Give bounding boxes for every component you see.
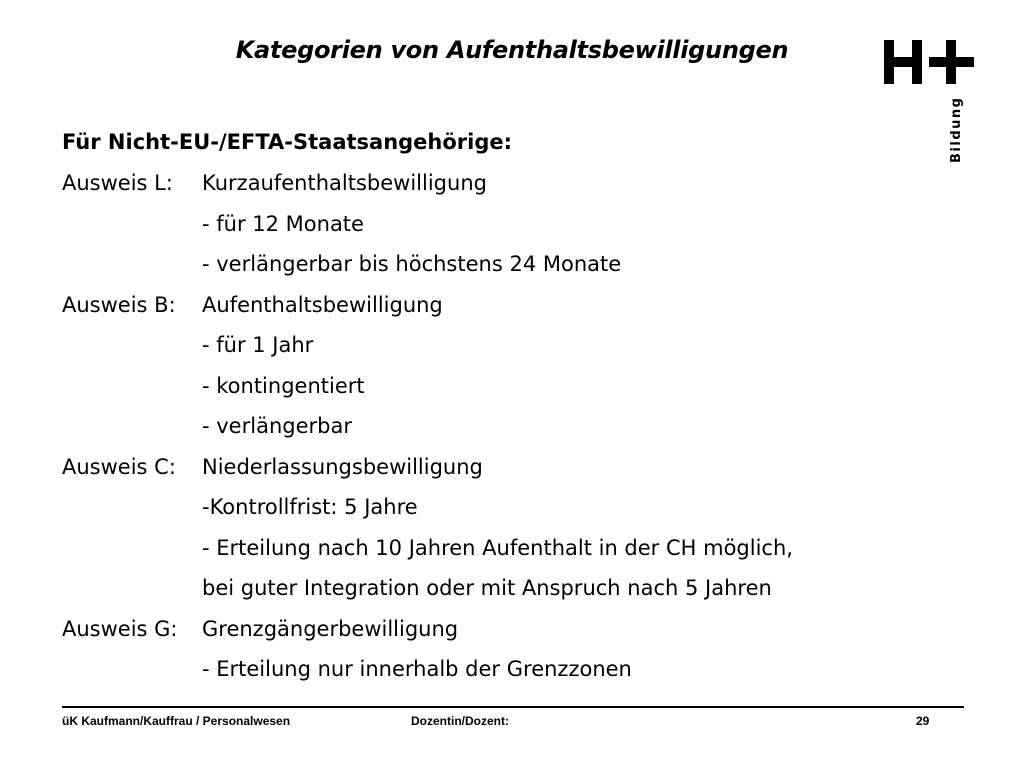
permit-detail-text: - verlängerbar bis höchstens 24 Monate [202, 252, 622, 276]
permit-detail-text: -Kontrollfrist: 5 Jahre [202, 495, 418, 519]
permit-detail-text: - für 1 Jahr [202, 333, 314, 357]
permit-row-l [62, 163, 942, 204]
permit-detail-row [62, 528, 942, 609]
permit-detail-text: - für 12 Monate [202, 211, 364, 236]
permit-label: Ausweis G: [62, 616, 178, 641]
page-number: 29 [916, 714, 930, 728]
permit-text: Grenzgängerbewilligung [202, 616, 459, 641]
permit-label: Ausweis C: [62, 454, 176, 479]
permit-label: Ausweis L: [62, 171, 173, 195]
permit-row-c [62, 447, 942, 488]
slide-content [62, 122, 942, 690]
permit-label: Ausweis B: [62, 292, 176, 317]
permit-detail-text: - Erteilung nach 10 Jahren Aufenthalt in der CH möglich, bei guter Integration oder mit Anspruch nach 5 Jahren [202, 535, 793, 600]
permit-detail-row [62, 244, 942, 285]
permit-detail-text: - verlängerbar [202, 414, 352, 438]
permit-detail-row [62, 204, 942, 245]
permit-text: Niederlassungsbewilligung [202, 454, 483, 479]
permit-detail-text: - Erteilung nur innerhalb der Grenzzonen [202, 657, 632, 681]
permit-text: Aufenthaltsbewilligung [202, 292, 443, 317]
permit-detail-row [62, 649, 942, 690]
permit-text: Kurzaufenthaltsbewilligung [202, 171, 487, 195]
permit-row-g [62, 609, 942, 650]
permit-detail-row [62, 487, 942, 528]
logo-subtitle: Bildung [949, 96, 964, 163]
footer-divider [62, 706, 964, 708]
permit-detail-row [62, 406, 942, 447]
footer-course: üK Kaufmann/Kauffrau / Personalwesen [62, 714, 291, 728]
slide-title: Kategorien von Aufenthaltsbewilligungen [235, 36, 789, 64]
content-heading: Für Nicht-EU-/EFTA-Staatsangehörige: [62, 130, 513, 154]
permit-row-b [62, 285, 942, 326]
permit-detail-row [62, 366, 942, 407]
permit-detail-text: - kontingentiert [202, 373, 365, 398]
permit-detail-row [62, 325, 942, 366]
footer-lecturer: Dozentin/Dozent: [411, 714, 509, 728]
